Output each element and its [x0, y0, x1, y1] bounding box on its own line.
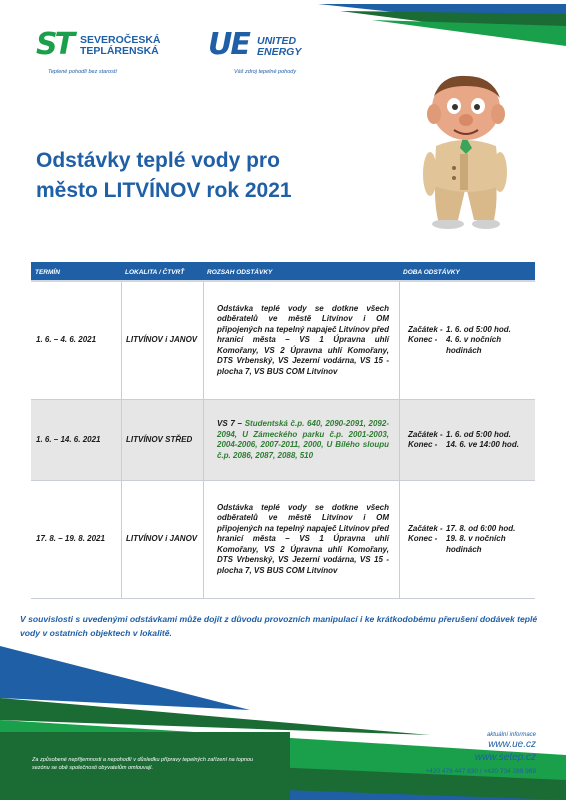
- termin-cell: 1. 6. – 4. 6. 2021: [36, 335, 97, 345]
- header-rozsah: ROZSAH ODSTÁVKY: [207, 269, 273, 276]
- ue-logo-mark: UE: [208, 27, 249, 62]
- header-termin: TERMÍN: [35, 269, 60, 276]
- termin-cell: 1. 6. – 14. 6. 2021: [36, 434, 101, 444]
- rozsah-cell: Odstávka teplé vody se dotkne všech odběratelů ve městě Litvínov i OM připojených na tepelný napaječ Litvínov před hranicí města – VS 1 Úpravna uhlí Komořany, VS 2 Úpravna uhlí Komořany, DTS Vrbenský, VS Jezerní vodárna, VS 15 - plocha 7, VS BUS COM Litvínov: [203, 282, 399, 399]
- footer-contact: [425, 732, 536, 775]
- mascot-illustration: [408, 74, 528, 234]
- header-doba: DOBA ODSTÁVKY: [403, 269, 460, 276]
- table-row: [31, 282, 535, 400]
- contact-phones: +420 476 447 830 / +420 734 289 969: [425, 768, 536, 775]
- severoceska-teplarenska-logo: [36, 27, 176, 80]
- table-row: [31, 481, 535, 599]
- rozsah-cell: Odstávka teplé vody se dotkne všech odběratelů ve městě Litvínov i OM připojených na tepelný napaječ Litvínov před hranicí města – VS 1 Úpravna uhlí Komořany, VS 2 Úpravna uhlí Komořany, DTS Vrbenský, VS Jezerní vodárna, VS 15 - plocha 7, VS BUS COM Litvínov: [203, 481, 399, 598]
- lokalita-cell: LITVÍNOV STŘED: [121, 400, 203, 480]
- header-lokalita: LOKALITA / ČTVRŤ: [125, 269, 185, 276]
- table-row: [31, 400, 535, 481]
- notice-text: V souvislosti s uvedenými odstávkami může dojít z důvodu provozních manipulací i ke krátkodobému přerušení dodávek teplé vody v ostatních objektech v lokalitě.: [20, 614, 538, 638]
- contact-label: aktuální informace: [486, 732, 536, 738]
- lokalita-cell: LITVÍNOV i JANOV: [121, 282, 203, 399]
- doba-cell: Začátek - 1. 6. od 5:00 hod. Konec - 4. 6. v nočních hodinách: [399, 282, 535, 399]
- link-ue[interactable]: www.ue.cz: [488, 739, 536, 750]
- page-title: Odstávky teplé vody pro město LITVÍNOV rok 2021: [36, 149, 292, 202]
- rozsah-cell: VS 7 – Studentská č.p. 640, 2090-2091, 2092-2094, U Zámeckého parku č.p. 2001-2003, 2004-2006, 2007-2011, 2000, U Bílého sloupu č.p. 2086, 2087, 2088, 510: [203, 400, 399, 480]
- united-energy-logo: [208, 27, 338, 80]
- bottom-decorative-stripes: [0, 640, 566, 800]
- termin-cell: 17. 8. – 19. 8. 2021: [36, 534, 105, 544]
- footer-disclaimer: Za způsobené nepříjemnosti a nepohodlí v důsledku přípravy tepelných zařízení na topnou sezónu se obě společnosti obyvatelům omlouvají.: [32, 757, 254, 771]
- lokalita-cell: LITVÍNOV i JANOV: [121, 481, 203, 598]
- st-logo-mark: ST: [36, 27, 73, 62]
- table-header: [31, 262, 535, 282]
- doba-cell: Začátek - 1. 6. od 5:00 hod. Konec - 14. 6. ve 14:00 hod.: [399, 400, 535, 480]
- ue-logo-name: UNITED ENERGY: [257, 35, 302, 58]
- doba-cell: Začátek - 17. 8. od 6:00 hod. Konec - 19. 8. v nočních hodinách: [399, 481, 535, 598]
- ue-logo-slogan: Váš zdroj tepelné pohody: [234, 69, 297, 75]
- st-logo-name: SEVEROČESKÁ TEPLÁRENSKÁ: [80, 34, 161, 57]
- link-setep[interactable]: www.setep.cz: [474, 752, 536, 763]
- st-logo-slogan: Teplené pohodlí bez starostí: [48, 69, 117, 75]
- schedule-table: [31, 262, 535, 599]
